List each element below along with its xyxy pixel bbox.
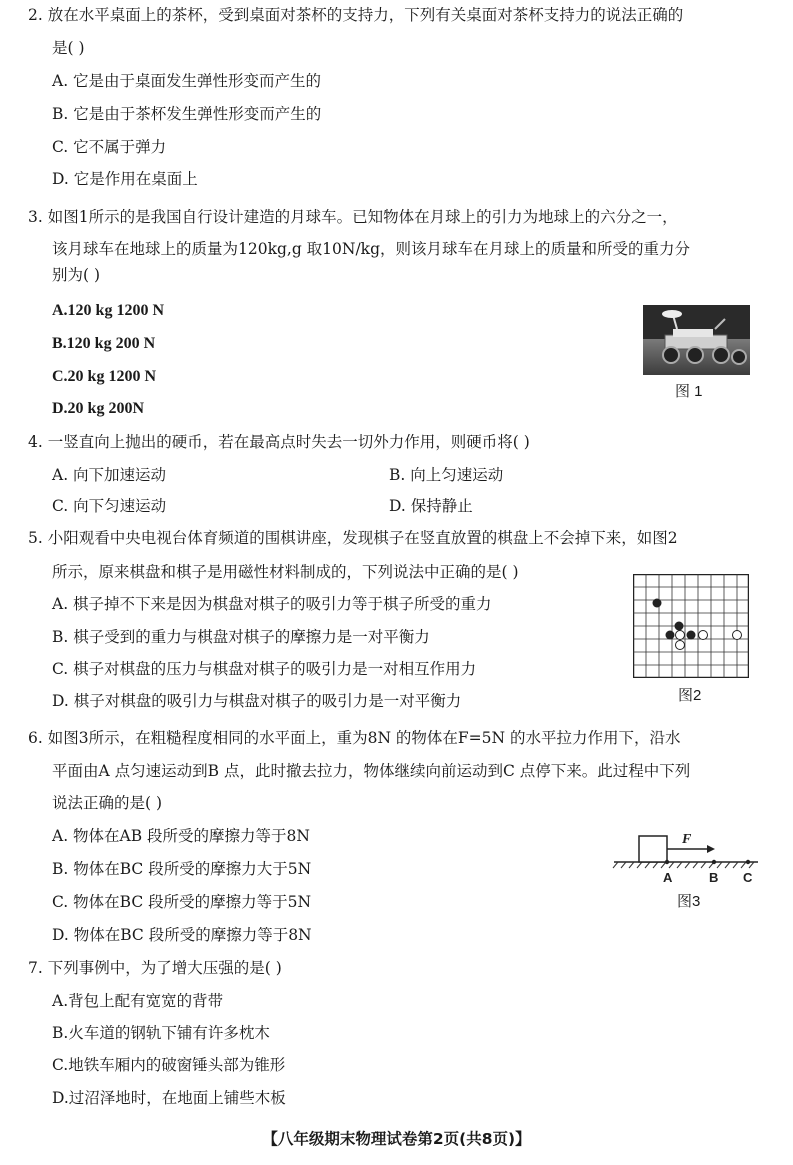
q7-option-b: B.火车道的钢轨下铺有许多枕木 bbox=[52, 1024, 270, 1042]
q5-stem-line2: 所示，原来棋盘和棋子是用磁性材料制成的，下列说法中正确的是( ) bbox=[52, 563, 519, 581]
q5-option-a: A. 棋子掉不下来是因为棋盘对棋子的吸引力等于棋子所受的重力 bbox=[52, 595, 492, 613]
block bbox=[639, 836, 667, 862]
q4-option-b: B. 向上匀速运动 bbox=[389, 466, 504, 484]
q6-option-c: C. 物体在BC 段所受的摩擦力等于5N bbox=[52, 893, 312, 911]
q3-stem-line1: 3. 如图1所示的是我国自行设计建造的月球车。已知物体在月球上的引力为地球上的六分之一， bbox=[28, 208, 678, 226]
q6-option-a: A. 物体在AB 段所受的摩擦力等于8N bbox=[52, 827, 310, 845]
q7-option-a: A.背包上配有宽宽的背带 bbox=[52, 992, 224, 1010]
white-stone bbox=[676, 631, 685, 640]
force-diagram-figure bbox=[612, 826, 762, 888]
q5-option-c: C. 棋子对棋盘的压力与棋盘对棋子的吸引力是一对相互作用力 bbox=[52, 660, 477, 678]
black-stone bbox=[653, 599, 662, 608]
black-stone bbox=[666, 631, 675, 640]
point-c-label: C bbox=[743, 870, 753, 885]
q5-option-d: D. 棋子对棋盘的吸引力与棋盘对棋子的吸引力是一对平衡力 bbox=[52, 692, 462, 710]
q2-option-a: A. 它是由于桌面发生弹性形变而产生的 bbox=[52, 72, 322, 90]
q4-option-c: C. 向下匀速运动 bbox=[52, 497, 167, 515]
q6-stem-line3: 说法正确的是( ) bbox=[52, 794, 163, 812]
white-stone bbox=[676, 641, 685, 650]
figure-2-caption: 图2 bbox=[678, 687, 702, 704]
q3-stem-line3: 别为( ) bbox=[52, 266, 101, 284]
q7-option-d: D.过沼泽地时，在地面上铺些木板 bbox=[52, 1089, 286, 1107]
figure-3-caption: 图3 bbox=[677, 893, 701, 910]
black-stone bbox=[687, 631, 696, 640]
q4-stem: 4. 一竖直向上抛出的硬币，若在最高点时失去一切外力作用，则硬币将( ) bbox=[28, 433, 530, 451]
force-arrow-icon bbox=[707, 845, 715, 853]
q2-option-c: C. 它不属于弹力 bbox=[52, 138, 167, 156]
q3-option-a: A.120 kg 1200 N bbox=[52, 302, 165, 319]
q5-stem-line1: 5. 小阳观看中央电视台体育频道的围棋讲座，发现棋子在竖直放置的棋盘上不会掉下来，如图2 bbox=[28, 529, 678, 547]
q5-option-b: B. 棋子受到的重力与棋盘对棋子的摩擦力是一对平衡力 bbox=[52, 628, 430, 646]
q4-option-a: A. 向下加速运动 bbox=[52, 466, 167, 484]
point-b-label: B bbox=[709, 870, 719, 885]
q6-stem-line1: 6. 如图3所示，在粗糙程度相同的水平面上，重为8N 的物体在F=5N 的水平拉力作用下，沿水 bbox=[28, 729, 681, 747]
q3-option-c: C.20 kg 1200 N bbox=[52, 368, 157, 385]
white-stone bbox=[733, 631, 742, 640]
q2-stem-line2: 是( ) bbox=[52, 39, 85, 57]
go-board-figure bbox=[633, 574, 749, 678]
q2-stem-line1: 2. 放在水平桌面上的茶杯，受到桌面对茶杯的支持力，下列有关桌面对茶杯支持力的说法正确的 bbox=[28, 6, 684, 24]
page-footer: 【八年级期末物理试卷第2页(共8页)】 bbox=[262, 1130, 531, 1148]
black-stone bbox=[675, 622, 684, 631]
q3-option-d: D.20 kg 200N bbox=[52, 400, 145, 417]
white-stone bbox=[699, 631, 708, 640]
q6-stem-line2: 平面由A 点匀速运动到B 点，此时撤去拉力，物体继续向前运动到C 点停下来。此过程中下列 bbox=[52, 762, 691, 780]
q6-option-d: D. 物体在BC 段所受的摩擦力等于8N bbox=[52, 926, 312, 944]
q6-option-b: B. 物体在BC 段所受的摩擦力大于5N bbox=[52, 860, 312, 878]
force-label: F bbox=[682, 832, 692, 847]
q3-stem-line2: 该月球车在地球上的质量为120kg,g 取10N/kg，则该月球车在月球上的质量和所受的重力分 bbox=[52, 240, 691, 258]
q2-option-d: D. 它是作用在桌面上 bbox=[52, 170, 198, 188]
q7-option-c: C.地铁车厢内的破窗锤头部为锥形 bbox=[52, 1056, 286, 1074]
q2-option-b: B. 它是由于茶杯发生弹性形变而产生的 bbox=[52, 105, 322, 123]
q4-option-d: D. 保持静止 bbox=[389, 497, 473, 515]
q7-stem: 7. 下列事例中，为了增大压强的是( ) bbox=[28, 959, 282, 977]
q3-option-b: B.120 kg 200 N bbox=[52, 335, 156, 352]
lunar-rover-photo bbox=[643, 305, 750, 375]
figure-1-caption: 图 1 bbox=[675, 383, 703, 400]
point-a-label: A bbox=[663, 870, 673, 885]
